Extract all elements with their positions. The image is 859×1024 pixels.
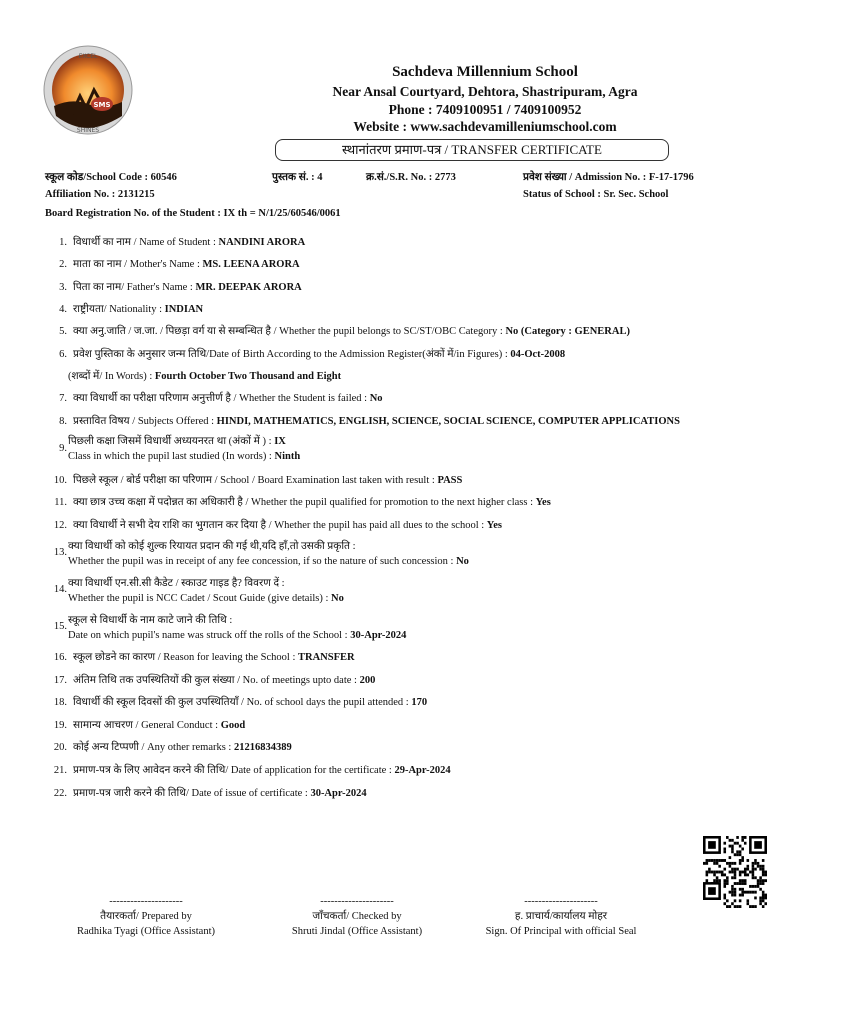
list-item: 12. क्या विधार्थी ने सभी देय राशि का भुगतान कर दिया है / Whether the pupil has paid all dues to the school : Yes <box>53 520 502 531</box>
list-item-subline: (शब्दों में/ In Words) : Fourth October Two Thousand and Eight <box>68 371 342 382</box>
list-item: पिछली कक्षा जिसमें विधार्थी अध्ययनरत था (अंकों में ) : IX <box>68 436 286 447</box>
school-website: Website : www.sachdevamilleniumschool.com <box>353 119 617 134</box>
signature-prepared-by <box>46 894 246 939</box>
list-item: 2. माता का नाम / Mother's Name : MS. LEENA ARORA <box>59 259 300 270</box>
school-name: Sachdeva Millennium School <box>392 64 578 80</box>
signature-line: --------------------- <box>109 896 183 907</box>
list-item: 22. प्रमाण-पत्र जारी करने की तिथि/ Date of issue of certificate : 30-Apr-2024 <box>53 788 367 799</box>
list-item: 1. विधार्थी का नाम / Name of Student : NANDINI ARORA <box>59 237 306 248</box>
serial-number: क्र.सं./S.R. No. : 2773 <box>366 172 456 183</box>
signature-role: ह. प्राचार्य/कार्यालय मोहर <box>514 911 608 922</box>
school-code: स्कूल कोड/School Code : 60546 <box>45 172 177 183</box>
signature-checked-by <box>257 894 457 939</box>
certificate-title: स्थानांतरण प्रमाण-पत्र / TRANSFER CERTIFICATE <box>275 139 669 161</box>
school-logo <box>42 44 134 136</box>
list-item: 4. राष्ट्रीयता/ Nationality : INDIAN <box>59 304 204 315</box>
list-item: क्या विधार्थी एन.सी.सी कैडेट / स्काउट गाइड है? विवरण दें : <box>68 578 285 589</box>
logo-initials: SMS <box>93 101 111 109</box>
list-item-subline: Whether the pupil was in receipt of any fee concession, if so the nature of such concession : No <box>68 556 469 567</box>
list-item-subline: Date on which pupil's name was struck off the rolls of the School : 30-Apr-2024 <box>68 630 407 641</box>
list-item: 6. प्रवेश पुस्तिका के अनुसार जन्म तिथि/Date of Birth According to the Admission Register(अंकों में/in Figures) : 04-Oct-2008 <box>59 349 566 360</box>
list-item: 21. प्रमाण-पत्र के लिए आवेदन करने की तिथि/ Date of application for the certificate : 29-Apr-2024 <box>53 765 451 776</box>
list-item-number: 15. <box>53 621 67 632</box>
qr-code <box>703 836 767 908</box>
list-item: 7. क्या विधार्थी का परीक्षा परिणाम अनुत्तीर्ण है / Whether the Student is failed : No <box>59 393 383 404</box>
admission-number: प्रवेश संख्या / Admission No. : F-17-1796 <box>523 172 694 183</box>
list-item-number: 13. <box>53 547 67 558</box>
list-item: 3. पिता का नाम/ Father's Name : MR. DEEPAK ARORA <box>59 282 302 293</box>
list-item: 20. कोई अन्य टिप्पणी / Any other remarks : 21216834389 <box>53 742 292 753</box>
school-phone: Phone : 7409100951 / 7409100952 <box>388 102 582 117</box>
school-address: Near Ansal Courtyard, Dehtora, Shastripuram, Agra <box>332 84 638 99</box>
list-item-number: 14. <box>53 584 67 595</box>
school-status: Status of School : Sr. Sec. School <box>523 189 669 200</box>
list-item: 8. प्रस्तावित विषय / Subjects Offered : HINDI, MATHEMATICS, ENGLISH, SCIENCE, SOCIAL SCIENCE, COMPUTER APPLICATIONS <box>59 416 680 427</box>
list-item: 19. सामान्य आचरण / General Conduct : Good <box>53 720 246 731</box>
list-item: 16. स्कूल छोडने का कारण / Reason for leaving the School : TRANSFER <box>53 652 355 663</box>
list-item: 17. अंतिम तिथि तक उपस्थितियों की कुल संख्या / No. of meetings upto date : 200 <box>53 675 376 686</box>
list-item: 11. क्या छात्र उच्च कक्षा में पदोन्नत का अधिकारी है / Whether the pupil qualified for promotion to the next higher class : Yes <box>54 497 551 508</box>
board-registration: Board Registration No. of the Student : IX th = N/1/25/60546/0061 <box>45 208 341 219</box>
signature-line: --------------------- <box>320 896 394 907</box>
signature-role: तैयारकर्ता/ Prepared by <box>100 911 192 922</box>
signature-line: --------------------- <box>524 896 598 907</box>
list-item: 5. क्या अनु.जाति / ज.जा. / पिछड़ा वर्ग या से सम्बन्धित है / Whether the pupil belongs to SC/ST/OBC Category : No (Category : GENERAL) <box>59 326 630 337</box>
list-item: स्कूल से विधार्थी के नाम काटे जाने की तिथि : <box>68 615 233 626</box>
list-item: क्या विधार्थी को कोई शुल्क रियायत प्रदान की गई थी,यदि हाँ,तो उसकी प्रकृति : <box>68 541 356 552</box>
list-item-subline: Class in which the pupil last studied (In words) : Ninth <box>68 451 301 462</box>
list-item-subline: Whether the pupil is NCC Cadet / Scout Guide (give details) : No <box>68 593 344 604</box>
logo-bottom-text: SHINES <box>76 127 100 134</box>
list-item: 10. पिछले स्कूल / बोर्ड परीक्षा का परिणाम / School / Board Examination last taken with result : PASS <box>53 475 463 486</box>
list-item: 18. विधार्थी की स्कूल दिवसों की कुल उपस्थितियाँ / No. of school days the pupil attended : 170 <box>53 697 428 708</box>
book-number: पुस्तक सं. : 4 <box>272 172 323 183</box>
signature-name: Sign. Of Principal with official Seal <box>485 926 637 937</box>
signature-name: Shruti Jindal (Office Assistant) <box>291 926 423 937</box>
signature-principal <box>461 894 661 939</box>
signature-role: जाँचकर्ता/ Checked by <box>312 911 402 922</box>
affiliation-number: Affiliation No. : 2131215 <box>45 189 155 200</box>
list-item-number: 9. <box>59 443 67 454</box>
logo-top-text: EXCEL <box>78 53 98 60</box>
signature-name: Radhika Tyagi (Office Assistant) <box>77 926 215 937</box>
